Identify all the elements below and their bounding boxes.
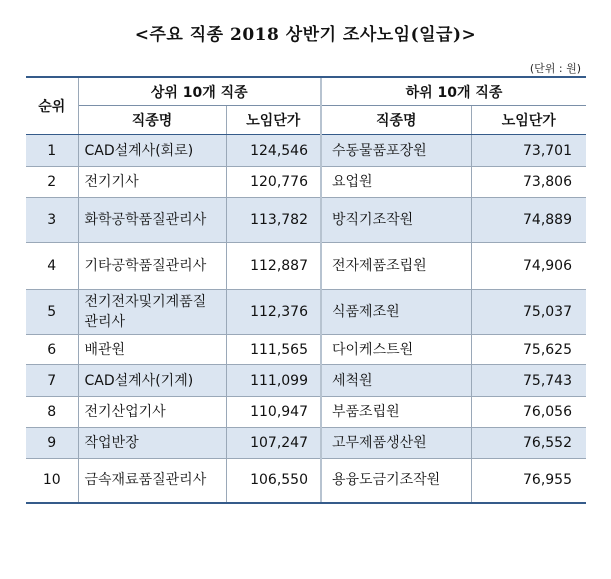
header-top-wage: 노임단가 xyxy=(226,106,321,135)
table-row xyxy=(26,167,586,198)
bottom-job-name: 용융도금기조작원 xyxy=(321,459,471,503)
top-job-name: 전기전자및기계품질관리사 xyxy=(78,290,226,335)
top-job-wage: 112,887 xyxy=(226,243,321,290)
header-rank: 순위 xyxy=(26,77,78,135)
top-job-wage: 106,550 xyxy=(226,459,321,503)
top-job-wage: 107,247 xyxy=(226,428,321,459)
bottom-job-wage: 75,743 xyxy=(471,365,586,397)
rank-cell: 2 xyxy=(26,167,78,198)
top-job-name: 금속재료품질관리사 xyxy=(78,459,226,503)
top-job-name: CAD설계사(회로) xyxy=(78,135,226,167)
header-top-job: 직종명 xyxy=(78,106,226,135)
bottom-job-name: 수동물품포장원 xyxy=(321,135,471,167)
bottom-job-name: 세척원 xyxy=(321,365,471,397)
table-title: <주요 직종 2018 상반기 조사노임(일급)> xyxy=(134,25,477,45)
top-job-name: 기타공학품질관리사 xyxy=(78,243,226,290)
bottom-job-name: 전자제품조립원 xyxy=(321,243,471,290)
top-job-name: 작업반장 xyxy=(78,428,226,459)
rank-cell: 8 xyxy=(26,397,78,428)
header-bottom-wage: 노임단가 xyxy=(471,106,586,135)
top-job-wage: 124,546 xyxy=(226,135,321,167)
table-row xyxy=(26,243,586,290)
table-row xyxy=(26,198,586,243)
rank-cell: 4 xyxy=(26,243,78,290)
table-row xyxy=(26,428,586,459)
bottom-job-wage: 74,906 xyxy=(471,243,586,290)
table-row xyxy=(26,335,586,365)
bottom-job-name: 부품조립원 xyxy=(321,397,471,428)
rank-cell: 1 xyxy=(26,135,78,167)
top-job-name: CAD설계사(기계) xyxy=(78,365,226,397)
bottom-job-wage: 73,701 xyxy=(471,135,586,167)
table-row xyxy=(26,290,586,335)
wage-table xyxy=(26,76,586,504)
top-job-name: 화학공학품질관리사 xyxy=(78,198,226,243)
rank-cell: 9 xyxy=(26,428,78,459)
table-row xyxy=(26,459,586,503)
header-bottom-group: 하위 10개 직종 xyxy=(321,77,586,106)
bottom-job-wage: 76,056 xyxy=(471,397,586,428)
rank-cell: 3 xyxy=(26,198,78,243)
top-job-name: 전기기사 xyxy=(78,167,226,198)
bottom-job-name: 방직기조작원 xyxy=(321,198,471,243)
bottom-job-wage: 76,552 xyxy=(471,428,586,459)
table-row xyxy=(26,365,586,397)
bottom-job-name: 고무제품생산원 xyxy=(321,428,471,459)
unit-note: (단위 : 원) xyxy=(529,62,581,75)
bottom-job-name: 요업원 xyxy=(321,167,471,198)
top-job-name: 배관원 xyxy=(78,335,226,365)
bottom-job-wage: 76,955 xyxy=(471,459,586,503)
rank-cell: 6 xyxy=(26,335,78,365)
header-top-group: 상위 10개 직종 xyxy=(78,77,321,106)
bottom-job-wage: 75,037 xyxy=(471,290,586,335)
rank-cell: 5 xyxy=(26,290,78,335)
bottom-job-name: 식품제조원 xyxy=(321,290,471,335)
top-job-wage: 111,099 xyxy=(226,365,321,397)
top-job-name: 전기산업기사 xyxy=(78,397,226,428)
header-bottom-job: 직종명 xyxy=(321,106,471,135)
top-job-wage: 120,776 xyxy=(226,167,321,198)
bottom-job-wage: 74,889 xyxy=(471,198,586,243)
table-row xyxy=(26,135,586,167)
top-job-wage: 112,376 xyxy=(226,290,321,335)
rank-cell: 7 xyxy=(26,365,78,397)
rank-cell: 10 xyxy=(26,459,78,503)
table-body xyxy=(26,135,586,503)
bottom-job-name: 다이케스트원 xyxy=(321,335,471,365)
bottom-job-wage: 75,625 xyxy=(471,335,586,365)
table-row xyxy=(26,397,586,428)
bottom-job-wage: 73,806 xyxy=(471,167,586,198)
top-job-wage: 111,565 xyxy=(226,335,321,365)
top-job-wage: 110,947 xyxy=(226,397,321,428)
top-job-wage: 113,782 xyxy=(226,198,321,243)
